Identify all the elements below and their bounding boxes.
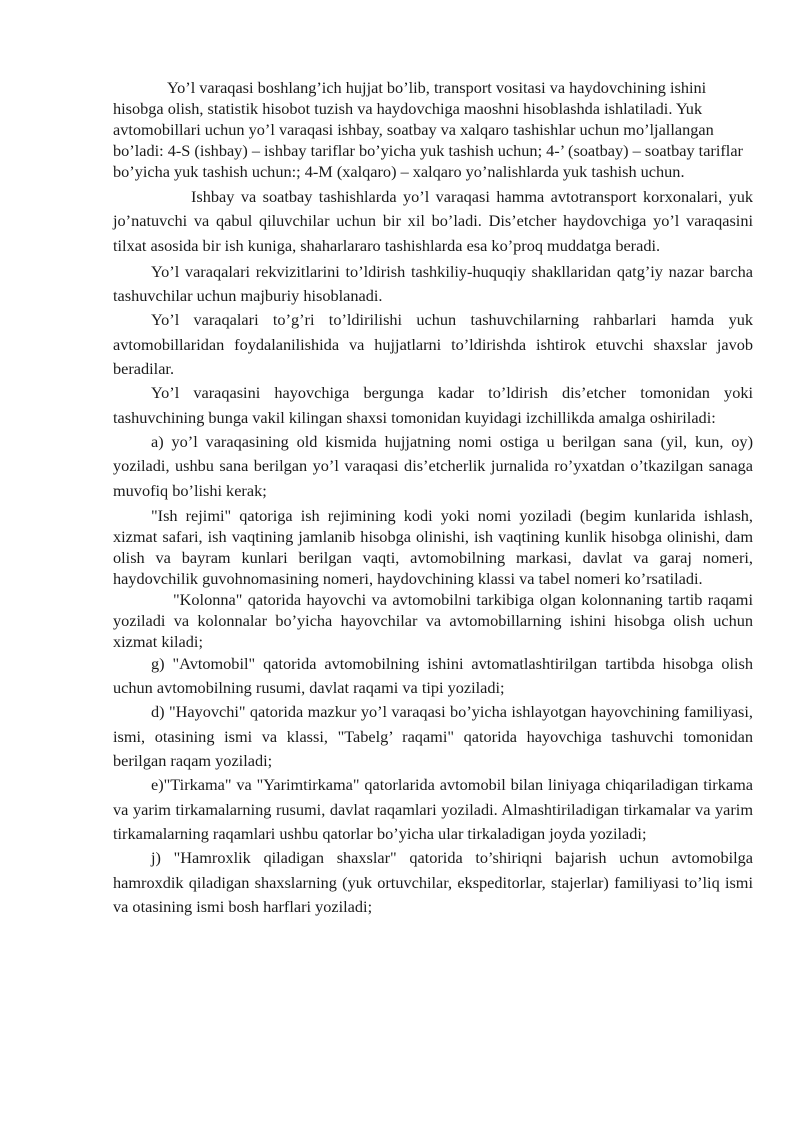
paragraph-issuance: Ishbay va soatbay tashishlarda yo’l varaqasi hamma avtotransport korxonalari, yuk jo’natuvchi va qabul qiluvchilar uchun bir xil bo’ladi. Dis’etcher haydovchiga yo’l varaqasini tilxat asosida bir ish kuniga, shaharlararo tashishlarda esa ko’proq muddatga beradi.	[113, 187, 753, 255]
paragraph-item-g: g) "Avtomobil" qatorida avtomobilning ishini avtomatlashtirilgan tartibda hisobga olish uchun avtomobilning rusumi, davlat raqami va tipi yoziladi;	[113, 653, 753, 698]
paragraph-responsibility: Yo’l varaqalari to’g’ri to’ldirilishi uchun tashuvchilarning rahbarlari hamda yuk avtomobillaridan foydalanilishida va hujjatlarni to’ldirishda ishtirok etuvchi shaxslar javob beradilar.	[113, 310, 753, 379]
paragraph-item-d: d) "Hayovchi" qatorida mazkur yo’l varaqasi bo’yicha ishlayotgan hayovchining familiyasi, ismi, otasining ismi va klassi, "Tabelg’ raqami" qatorida hayovchiga tashuvchi tomonidan berilgan raqam yoziladi;	[113, 702, 753, 771]
document-body	[113, 77, 753, 919]
paragraph-column: "Kolonna" qatorida hayovchi va avtomobilni tarkibiga olgan kolonnaning tartib raqami yoziladi va kolonnalar bo’yicha hayovchilar va avtomobillarning ishini hisobga olish uchun xizmat kiladi;	[113, 589, 753, 651]
paragraph-filling-order: Yo’l varaqasini hayovchiga bergunga kadar to’ldirish dis’etcher tomonidan yoki tashuvchining bunga vakil kilingan shaxsi tomonidan kuyidagi izchillikda amalga oshiriladi:	[113, 383, 753, 427]
paragraph-requisites: Yo’l varaqalari rekvizitlarini to’ldirish tashkiliy-huquqiy shakllaridan qatg’iy nazar barcha tashuvchilar uchun majburiy hisoblanadi.	[113, 261, 753, 306]
paragraph-work-mode: "Ish rejimi" qatoriga ish rejimining kodi yoki nomi yoziladi (begim kunlarida ishlash, xizmat safari, ish vaqtining jamlanib hisobga olinishi, ish vaqtining kunlik hisobga olinishi, dam olish va bayram kunlari berilgan vaqti, avtomobilning markasi, davlat va garaj nomeri, haydovchilik guvohnomasining nomeri, haydovchining klassi va tabel nomeri ko’rsatiladi.	[113, 505, 753, 588]
paragraph-item-e: e)"Tirkama" va "Yarimtirkama" qatorlarida avtomobil bilan liniyaga chiqariladigan tirkama va yarim tirkamalarning rusumi, davlat raqamlari yoziladi. Almashtiriladigan tirkamalar va yarim tirkamalarning raqamlari ushbu qatorlar bo’yicha ular tirkaladigan joyda yoziladi;	[113, 775, 753, 843]
paragraph-waybill-intro: Yo’l varaqasi boshlang’ich hujjat bo’lib, transport vositasi va haydovchining ishini hisobga olish, statistik hisobot tuzish va haydovchiga maoshni hisoblashda ishlatiladi. Yuk avtomobillari uchun yo’l varaqasi ishbay, soatbay va xalqaro tashishlar uchun mo’ljallangan bo’ladi: 4-S (ishbay) – ishbay tariflar bo’yicha yuk tashish uchun; 4-’ (soatbay) – soatbay tariflar bo’yicha yuk tashish uchun:; 4-M (xalqaro) – xalqaro yo’nalishlarda yuk tashish uchun.	[113, 78, 743, 181]
paragraph-item-j: j) "Hamroxlik qiladigan shaxslar" qatorida to’shiriqni bajarish uchun avtomobilga hamroxdik qiladigan shaxslarning (yuk ortuvchilar, ekspeditorlar, stajerlar) familiyasi to’liq ismi va otasining ismi bosh harflari yoziladi;	[113, 848, 753, 916]
paragraph-item-a: a) yo’l varaqasining old kismida hujjatning nomi ostiga u berilgan sana (yil, kun, oy) yoziladi, ushbu sana berilgan yo’l varaqasi dis’etcherlik jurnalida ro’yxatdan o’tkazilgan sanaga muvofiq bo’lishi kerak;	[113, 431, 753, 500]
